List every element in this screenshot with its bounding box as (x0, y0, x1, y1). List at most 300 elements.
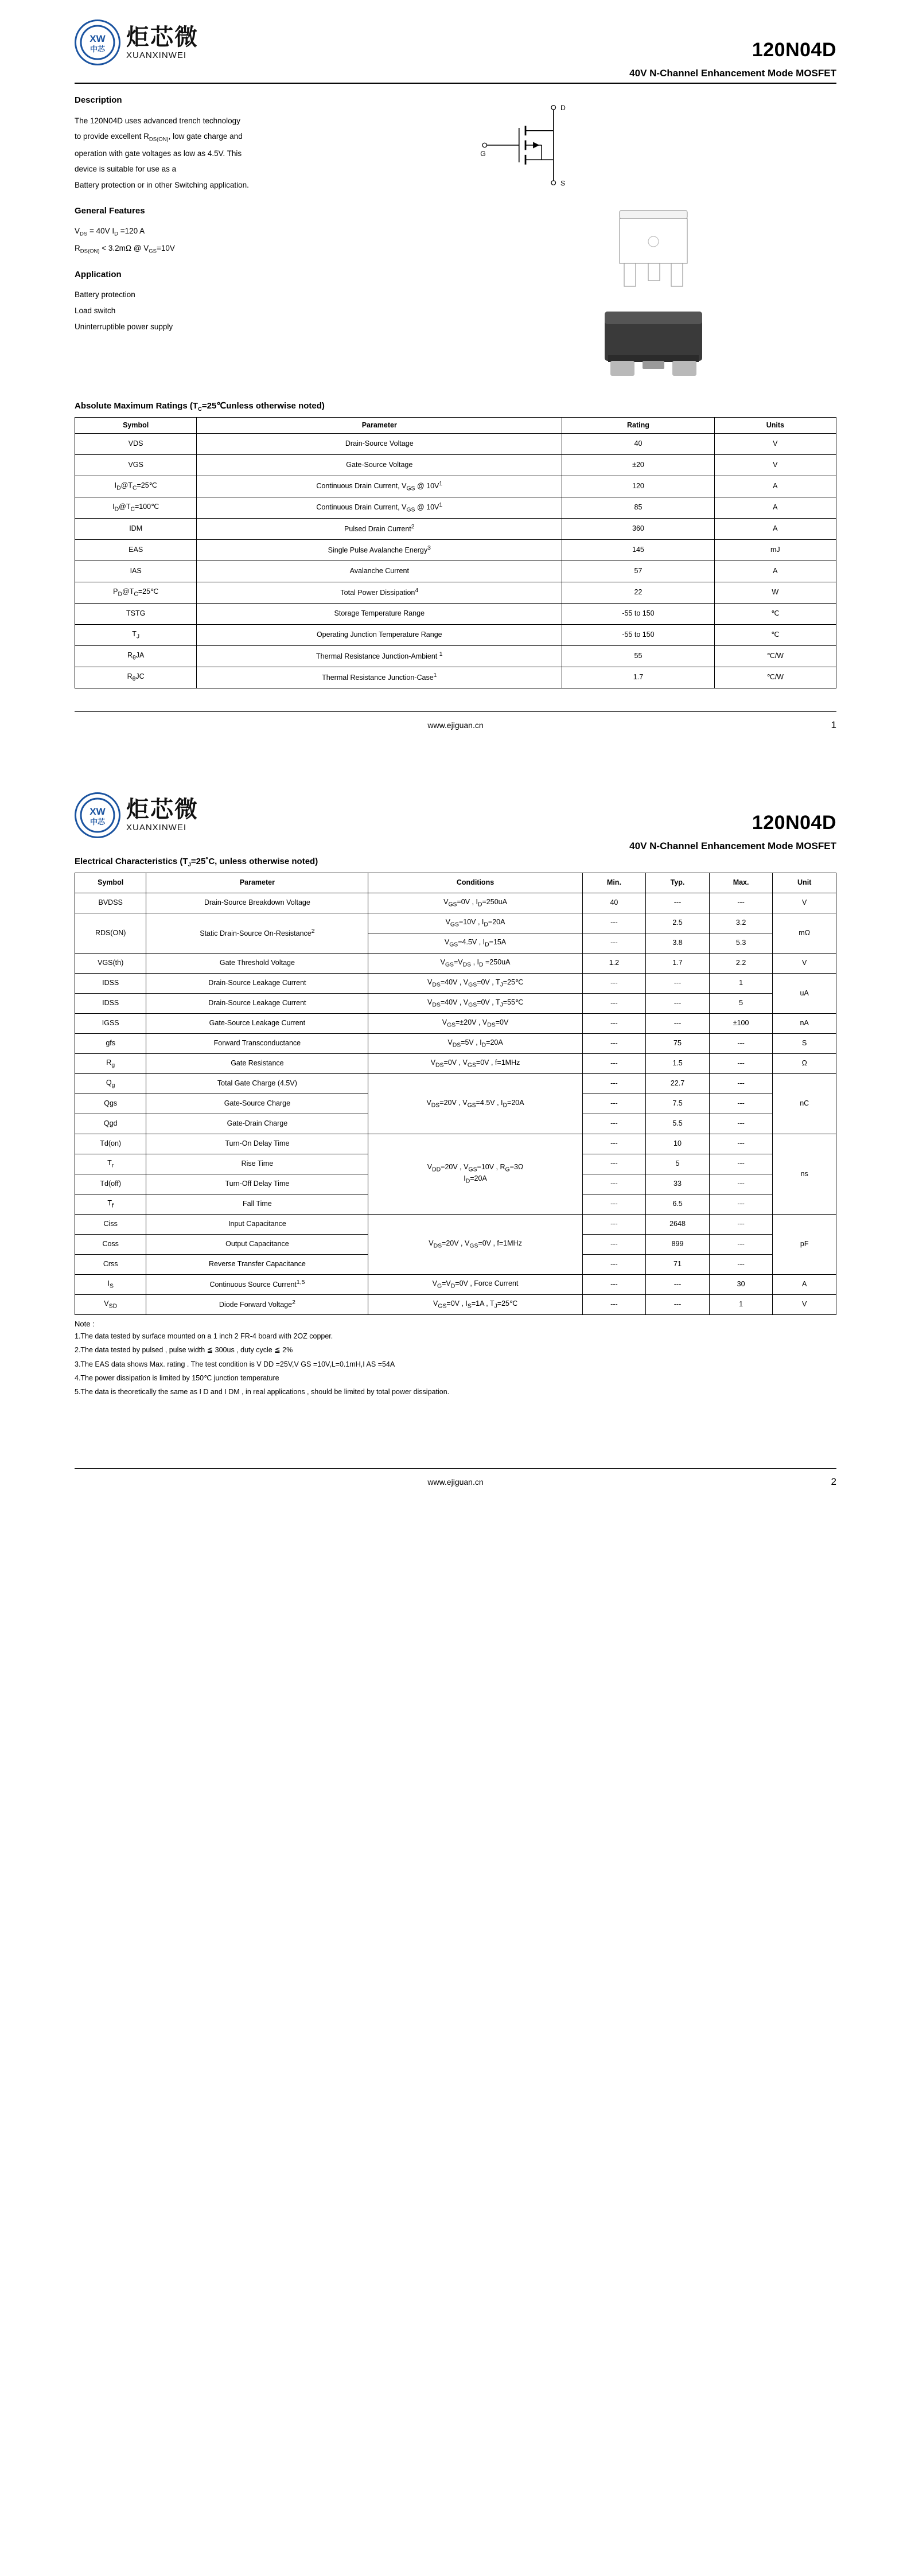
amr-cell-units: A (714, 497, 836, 518)
table-row (75, 518, 836, 539)
application-heading: Application (75, 269, 122, 279)
features-row2-c: < 3.2mΩ @ V (99, 243, 149, 252)
ec-cell-conditions: $V_G=V_D=0V$ , Force Current (368, 1274, 582, 1294)
ec-cell-symbol: Qgs (75, 1094, 146, 1114)
ec-cell-min: --- (582, 1294, 646, 1314)
amr-cell-symbol: VGS (75, 454, 197, 476)
ec-cell-min: --- (582, 913, 646, 933)
ec-cell-min: --- (582, 1033, 646, 1053)
ec-title-main: Electrical Characteristics (T (75, 856, 188, 866)
amr-cell-parameter: Gate-Source Voltage (197, 454, 562, 476)
ec-cell-symbol: Coss (75, 1234, 146, 1254)
table-row (75, 1013, 836, 1033)
features-row1-e: =120 A (118, 227, 145, 236)
description-heading: Description (75, 95, 122, 105)
table-row (75, 1073, 836, 1094)
ec-cell-max: --- (709, 1234, 773, 1254)
page-number-2: 2 (831, 1476, 836, 1487)
features-row2-a: R (75, 243, 80, 252)
ec-cell-symbol: $V_{SD}$ (75, 1294, 146, 1314)
table-row (75, 497, 836, 518)
mosfet-symbol-diagram (471, 102, 614, 188)
ec-cell-symbol: Crss (75, 1254, 146, 1274)
ec-cell-unit: Ω (773, 1053, 836, 1073)
ec-cell-max: --- (709, 1254, 773, 1274)
ec-cell-parameter: Input Capacitance (146, 1214, 368, 1234)
amr-cell-parameter: Continuous Drain Current, $V_{GS}$ @ $10V^1$ (197, 497, 562, 518)
ec-cell-symbol: $T_r$ (75, 1154, 146, 1174)
amr-cell-units: A (714, 561, 836, 582)
ec-cell-symbol: Td(on) (75, 1134, 146, 1154)
table-row (75, 1053, 836, 1073)
description-line-2-sub: DS(ON) (149, 137, 169, 143)
ec-cell-unit: ns (773, 1134, 836, 1214)
ec-cell-conditions: $V_{GS}=0V$ , $I_D=250uA$ (368, 893, 582, 913)
amr-cell-parameter: Pulsed Drain Current$^2$ (197, 518, 562, 539)
features-row1-c: = 40V I (87, 227, 115, 236)
symbol-label-d: D (560, 104, 566, 112)
ec-cell-typ: 71 (646, 1254, 710, 1274)
table-row (75, 645, 836, 667)
ec-cell-min: --- (582, 1114, 646, 1134)
ec-cell-symbol: $Q_g$ (75, 1073, 146, 1094)
ec-cell-max: --- (709, 1214, 773, 1234)
amr-cell-parameter: Continuous Drain Current, $V_{GS}$ @ $10V^1$ (197, 476, 562, 497)
header-divider-1 (75, 83, 836, 84)
amr-cell-symbol: $T_J$ (75, 624, 197, 645)
ec-cell-conditions: $V_{GS}=10V$ , $I_D=20A$ (368, 913, 582, 933)
table-row (75, 1294, 836, 1314)
page-2 (0, 773, 911, 1495)
features-row2-sub2: GS (149, 248, 157, 255)
ec-cell-parameter: Drain-Source Leakage Current (146, 973, 368, 993)
ec-cell-unit: pF (773, 1214, 836, 1274)
ec-cell-parameter: Gate-Source Leakage Current (146, 1013, 368, 1033)
package-photo-image (587, 308, 719, 386)
table-row (75, 561, 836, 582)
amr-cell-units: A (714, 518, 836, 539)
ec-cell-typ: 6.5 (646, 1194, 710, 1214)
ec-cell-min: --- (582, 1013, 646, 1033)
amr-cell-rating: 1.7 (562, 667, 714, 688)
ec-cell-parameter: Drain-Source Breakdown Voltage (146, 893, 368, 913)
description-line-5: Battery protection or in other Switching application. (75, 180, 249, 189)
table-row (75, 539, 836, 561)
page-2-sheet (0, 773, 911, 1495)
page-header (75, 0, 836, 65)
ec-cell-unit: A (773, 1274, 836, 1294)
part-number-1: 120N04D (752, 39, 836, 61)
application-item-2: Uninterruptible power supply (75, 322, 173, 331)
amr-cell-parameter: Total Power Dissipation$^4$ (197, 582, 562, 603)
ec-cell-typ: 1.5 (646, 1053, 710, 1073)
brand-en-name-2: XUANXINWEI (126, 823, 187, 833)
ec-cell-typ: --- (646, 1013, 710, 1033)
ec-cell-max: 2.2 (709, 953, 773, 973)
ec-cell-conditions: $V_{DS}=40V$ , $V_{GS}=0V$ , $T_J=25℃$ (368, 973, 582, 993)
amr-cell-symbol: $I_D@T_C=100℃$ (75, 497, 197, 518)
ec-cell-typ: 10 (646, 1134, 710, 1154)
ec-title-rest: =25˚C, unless otherwise noted) (190, 856, 318, 866)
table-row (75, 454, 836, 476)
ec-cell-max: 1 (709, 1294, 773, 1314)
amr-col-symbol: Symbol (75, 418, 197, 434)
ec-cell-min: --- (582, 1154, 646, 1174)
ec-cell-conditions: $V_{DS}=20V$ , $V_{GS}=0V$ , f=1MHz (368, 1214, 582, 1274)
ec-cell-max: --- (709, 1033, 773, 1053)
brand-text-2 (126, 797, 198, 832)
svg-text:XW: XW (89, 806, 106, 817)
features-row2-e: =10V (156, 243, 175, 252)
ec-cell-conditions: $V_{DS}=5V$ , $I_D=20A$ (368, 1033, 582, 1053)
amr-cell-units: V (714, 454, 836, 476)
ec-cell-unit: V (773, 893, 836, 913)
description-line-1: The 120N04D uses advanced trench technology (75, 116, 240, 125)
amr-cell-parameter: Drain-Source Voltage (197, 433, 562, 454)
amr-cell-symbol: $R_\theta JA$ (75, 645, 197, 667)
ec-header-row (75, 873, 836, 893)
features-row-2 (75, 240, 471, 257)
ec-cell-parameter: Gate-Source Charge (146, 1094, 368, 1114)
table-row (75, 1134, 836, 1154)
amr-title-main: Absolute Maximum Ratings (T (75, 401, 198, 411)
ec-cell-parameter: Output Capacitance (146, 1234, 368, 1254)
table-row (75, 582, 836, 603)
logo-mark-icon (75, 20, 120, 65)
ec-cell-parameter: Gate Threshold Voltage (146, 953, 368, 973)
ec-cell-max: --- (709, 1114, 773, 1134)
ec-cell-symbol: Qgd (75, 1114, 146, 1134)
footer-2 (75, 1468, 836, 1495)
ec-cell-symbol: Ciss (75, 1214, 146, 1234)
ec-cell-min: 40 (582, 893, 646, 913)
features-row-1 (75, 223, 471, 240)
table-row (75, 603, 836, 624)
description-line-2c: , low gate charge and (168, 132, 243, 141)
ec-cell-max: --- (709, 1053, 773, 1073)
footer-url-1[interactable]: www.ejiguan.cn (427, 720, 484, 730)
page-1 (0, 0, 911, 738)
ec-cell-symbol: VGS(th) (75, 953, 146, 973)
ec-cell-conditions: $V_{DS}=0V$ , $V_{GS}=0V$ , f=1MHz (368, 1053, 582, 1073)
brand-logo-2 (75, 792, 198, 838)
table-row (75, 667, 836, 688)
package-outline-drawing (599, 207, 708, 293)
ec-cell-parameter: Static Drain-Source On-Resistance$^2$ (146, 913, 368, 953)
ec-cell-conditions: $V_{DS}=40V$ , $V_{GS}=0V$ , $T_J=55℃$ (368, 993, 582, 1013)
table-row (75, 476, 836, 497)
ec-body (75, 893, 836, 1314)
ec-cell-max: --- (709, 893, 773, 913)
amr-cell-rating: 57 (562, 561, 714, 582)
symbol-label-s: S (560, 179, 565, 188)
amr-cell-rating: -55 to 150 (562, 624, 714, 645)
ec-cell-parameter: Fall Time (146, 1194, 368, 1214)
amr-cell-symbol: $P_D@T_C=25℃$ (75, 582, 197, 603)
ec-cell-parameter: Drain-Source Leakage Current (146, 993, 368, 1013)
ec-col-symbol: Symbol (75, 873, 146, 893)
ec-title (75, 857, 836, 868)
svg-text:XW: XW (89, 33, 106, 44)
amr-cell-parameter: Thermal Resistance Junction-Case$^1$ (197, 667, 562, 688)
amr-cell-symbol: IDM (75, 518, 197, 539)
ec-cell-typ: --- (646, 1294, 710, 1314)
ec-cell-parameter: Continuous Source Current$^{1,5}$ (146, 1274, 368, 1294)
ec-cell-unit: V (773, 1294, 836, 1314)
ec-cell-max: --- (709, 1174, 773, 1194)
part-number-2: 120N04D (752, 811, 836, 834)
ec-cell-min: --- (582, 1194, 646, 1214)
ec-cell-unit: nA (773, 1013, 836, 1033)
amr-cell-units: ℃ (714, 624, 836, 645)
ec-cell-min: --- (582, 993, 646, 1013)
ec-cell-max: 1 (709, 973, 773, 993)
ec-cell-max: 5.3 (709, 933, 773, 953)
ec-col-typ: Typ. (646, 873, 710, 893)
ec-cell-parameter: Gate Resistance (146, 1053, 368, 1073)
amr-col-units: Units (714, 418, 836, 434)
ec-cell-min: --- (582, 1094, 646, 1114)
amr-cell-units: mJ (714, 539, 836, 561)
ec-col-conditions: Conditions (368, 873, 582, 893)
ec-cell-max: --- (709, 1154, 773, 1174)
table-row (75, 1033, 836, 1053)
amr-cell-units: V (714, 433, 836, 454)
ec-cell-parameter: Diode Forward Voltage$^2$ (146, 1294, 368, 1314)
intro-section (75, 92, 836, 386)
ec-cell-parameter: Turn-On Delay Time (146, 1134, 368, 1154)
footer-url-2[interactable]: www.ejiguan.cn (427, 1477, 484, 1487)
ec-cell-symbol: $I_S$ (75, 1274, 146, 1294)
page-1-sheet (0, 0, 911, 738)
doc-subtitle-2: 40V N-Channel Enhancement Mode MOSFET (629, 840, 836, 851)
amr-header-row (75, 418, 836, 434)
table-row (75, 433, 836, 454)
ec-cell-max: 3.2 (709, 913, 773, 933)
symbol-label-g: G (480, 149, 486, 158)
ec-cell-max: --- (709, 1134, 773, 1154)
table-row (75, 1214, 836, 1234)
ec-cell-typ: 3.8 (646, 933, 710, 953)
ec-cell-max: --- (709, 1094, 773, 1114)
brand-cn-name-2: 炬芯微 (126, 797, 198, 823)
amr-cell-rating: -55 to 150 (562, 603, 714, 624)
ec-col-max: Max. (709, 873, 773, 893)
ec-cell-max: --- (709, 1194, 773, 1214)
amr-cell-units: A (714, 476, 836, 497)
absolute-maximum-ratings-table (75, 417, 836, 688)
ec-cell-max: --- (709, 1073, 773, 1094)
note-item-0: 1.The data tested by surface mounted on a 1 inch 2 FR-4 board with 2OZ copper. (75, 1332, 333, 1340)
ec-cell-min: --- (582, 1174, 646, 1194)
note-item-4: 5.The data is theoretically the same as I D and I DM , in real applications , should be limited by total power dissipation. (75, 1388, 450, 1396)
ec-cell-unit: mΩ (773, 913, 836, 953)
amr-cell-symbol: EAS (75, 539, 197, 561)
ec-cell-typ: --- (646, 893, 710, 913)
ec-cell-typ: 1.7 (646, 953, 710, 973)
amr-cell-rating: 120 (562, 476, 714, 497)
ec-cell-min: --- (582, 1234, 646, 1254)
amr-cell-rating: ±20 (562, 454, 714, 476)
ec-cell-parameter: Forward Transconductance (146, 1033, 368, 1053)
description-line-2a: to provide excellent R (75, 132, 149, 141)
brand-cn-name: 炬芯微 (126, 24, 198, 50)
intro-text-column (75, 92, 471, 386)
svg-text:中芯: 中芯 (89, 817, 106, 826)
ec-cell-typ: 899 (646, 1234, 710, 1254)
amr-cell-rating: 22 (562, 582, 714, 603)
features-heading: General Features (75, 205, 145, 216)
application-item-0: Battery protection (75, 290, 135, 299)
page-gap (0, 738, 911, 773)
note-item-3: 4.The power dissipation is limited by 150℃ junction temperature (75, 1374, 279, 1382)
logo-circle-icon (80, 25, 115, 60)
amr-cell-units: ℃/W (714, 667, 836, 688)
ec-cell-conditions: $V_{GS}=\pm 20V$ , $V_{DS}=0V$ (368, 1013, 582, 1033)
amr-cell-rating: 40 (562, 433, 714, 454)
table-row (75, 913, 836, 933)
ec-col-unit: Unit (773, 873, 836, 893)
amr-title-rest: =25℃unless otherwise noted) (201, 401, 325, 411)
ec-cell-typ: --- (646, 1274, 710, 1294)
notes-heading: Note : (75, 1319, 95, 1328)
ec-cell-max: ±100 (709, 1013, 773, 1033)
amr-cell-rating: 145 (562, 539, 714, 561)
doc-subtitle-1: 40V N-Channel Enhancement Mode MOSFET (629, 68, 836, 79)
amr-cell-symbol: $I_D@T_C=25℃$ (75, 476, 197, 497)
graphics-column (471, 92, 836, 386)
ec-col-parameter: Parameter (146, 873, 368, 893)
ec-cell-typ: 2648 (646, 1214, 710, 1234)
ec-cell-min: --- (582, 1053, 646, 1073)
features-row2-sub1: DS(ON) (80, 248, 100, 255)
amr-col-rating: Rating (562, 418, 714, 434)
ec-cell-typ: 75 (646, 1033, 710, 1053)
ec-cell-max: 30 (709, 1274, 773, 1294)
note-item-2: 3.The EAS data shows Max. rating . The test condition is V DD =25V,V GS =10V,L=0.1mH,I AS =54A (75, 1360, 395, 1368)
ec-cell-typ: 7.5 (646, 1094, 710, 1114)
ec-col-min: Min. (582, 873, 646, 893)
ec-cell-symbol: gfs (75, 1033, 146, 1053)
amr-cell-rating: 360 (562, 518, 714, 539)
ec-title-sub: J (188, 861, 191, 868)
amr-title-sub: C (198, 406, 202, 413)
ec-cell-min: --- (582, 973, 646, 993)
amr-col-parameter: Parameter (197, 418, 562, 434)
ec-cell-conditions: $V_{GS}=0V$ , $I_S=1A$ , $T_J=25℃$ (368, 1294, 582, 1314)
ec-cell-typ: --- (646, 993, 710, 1013)
amr-cell-units: W (714, 582, 836, 603)
ec-cell-unit: nC (773, 1073, 836, 1134)
page-number-1: 1 (831, 719, 836, 730)
note-item-1: 2.The data tested by pulsed , pulse width ≦ 300us , duty cycle ≦ 2% (75, 1346, 293, 1355)
ec-cell-parameter: Turn-Off Delay Time (146, 1174, 368, 1194)
ec-cell-conditions: $V_{DD}=20V$ , $V_{GS}=10V$ , $R_G=3\Omega$ $I_D=20A$ (368, 1134, 582, 1214)
ec-cell-unit: uA (773, 973, 836, 1013)
ec-cell-unit: V (773, 953, 836, 973)
application-item-1: Load switch (75, 306, 116, 316)
description-line-2 (75, 129, 471, 145)
amr-body (75, 433, 836, 688)
features-row1-sub1: DS (80, 231, 88, 238)
amr-cell-parameter: Thermal Resistance Junction-Ambient $^1$ (197, 645, 562, 667)
description-line-3: operation with gate voltages as low as 4.5V. This (75, 149, 242, 158)
ec-cell-symbol: IDSS (75, 973, 146, 993)
ec-cell-typ: 5 (646, 1154, 710, 1174)
amr-cell-parameter: Storage Temperature Range (197, 603, 562, 624)
amr-cell-symbol: $R_\theta JC$ (75, 667, 197, 688)
ec-cell-min: --- (582, 1073, 646, 1094)
amr-cell-parameter: Avalanche Current (197, 561, 562, 582)
ec-cell-typ: 33 (646, 1174, 710, 1194)
ec-cell-conditions: $V_{GS}=V_{DS}$ , $I_D =250uA$ (368, 953, 582, 973)
brand-en-name: XUANXINWEI (126, 50, 187, 60)
amr-cell-units: ℃ (714, 603, 836, 624)
ec-cell-parameter: Reverse Transfer Capacitance (146, 1254, 368, 1274)
ec-cell-typ: 2.5 (646, 913, 710, 933)
table-row (75, 1274, 836, 1294)
ec-cell-parameter: Gate-Drain Charge (146, 1114, 368, 1134)
table-row (75, 893, 836, 913)
amr-cell-rating: 85 (562, 497, 714, 518)
ec-cell-min: --- (582, 1254, 646, 1274)
amr-cell-symbol: IAS (75, 561, 197, 582)
table-row (75, 953, 836, 973)
ec-cell-min: 1.2 (582, 953, 646, 973)
table-row (75, 993, 836, 1013)
electrical-characteristics-table (75, 873, 836, 1315)
ec-cell-unit: S (773, 1033, 836, 1053)
ec-cell-conditions: $V_{GS}=4.5V$ , $I_D=15A$ (368, 933, 582, 953)
ec-cell-symbol: IDSS (75, 993, 146, 1013)
amr-title (75, 400, 836, 413)
amr-cell-units: ℃/W (714, 645, 836, 667)
features-row1-sub2: D (114, 231, 119, 238)
ec-cell-symbol: BVDSS (75, 893, 146, 913)
ec-cell-parameter: Rise Time (146, 1154, 368, 1174)
ec-cell-symbol: $T_f$ (75, 1194, 146, 1214)
ec-cell-symbol: Td(off) (75, 1174, 146, 1194)
ec-cell-typ: 5.5 (646, 1114, 710, 1134)
page-header-2 (75, 773, 836, 838)
ec-cell-max: 5 (709, 993, 773, 1013)
table-row (75, 624, 836, 645)
ec-cell-parameter: Total Gate Charge (4.5V) (146, 1073, 368, 1094)
logo-mark-icon-2 (75, 792, 120, 838)
amr-cell-symbol: TSTG (75, 603, 197, 624)
ec-cell-symbol: IGSS (75, 1013, 146, 1033)
amr-cell-rating: 55 (562, 645, 714, 667)
ec-cell-symbol: RDS(ON) (75, 913, 146, 953)
ec-cell-typ: --- (646, 973, 710, 993)
features-row1-a: V (75, 227, 80, 236)
ec-cell-min: --- (582, 1274, 646, 1294)
ec-cell-typ: 22.7 (646, 1073, 710, 1094)
svg-text:中芯: 中芯 (89, 45, 106, 53)
brand-text (126, 25, 198, 60)
table-row (75, 973, 836, 993)
logo-circle-icon-2 (80, 797, 115, 833)
ec-cell-symbol: $R_g$ (75, 1053, 146, 1073)
ec-cell-min: --- (582, 933, 646, 953)
amr-cell-parameter: Operating Junction Temperature Range (197, 624, 562, 645)
amr-cell-symbol: VDS (75, 433, 197, 454)
amr-cell-parameter: Single Pulse Avalanche Energy$^3$ (197, 539, 562, 561)
ec-cell-conditions: $V_{DS}=20V$ , $V_{GS}=4.5V$ , $I_D=20A$ (368, 1073, 582, 1134)
description-line-4: device is suitable for use as a (75, 165, 177, 174)
brand-logo (75, 20, 198, 65)
ec-cell-min: --- (582, 1214, 646, 1234)
